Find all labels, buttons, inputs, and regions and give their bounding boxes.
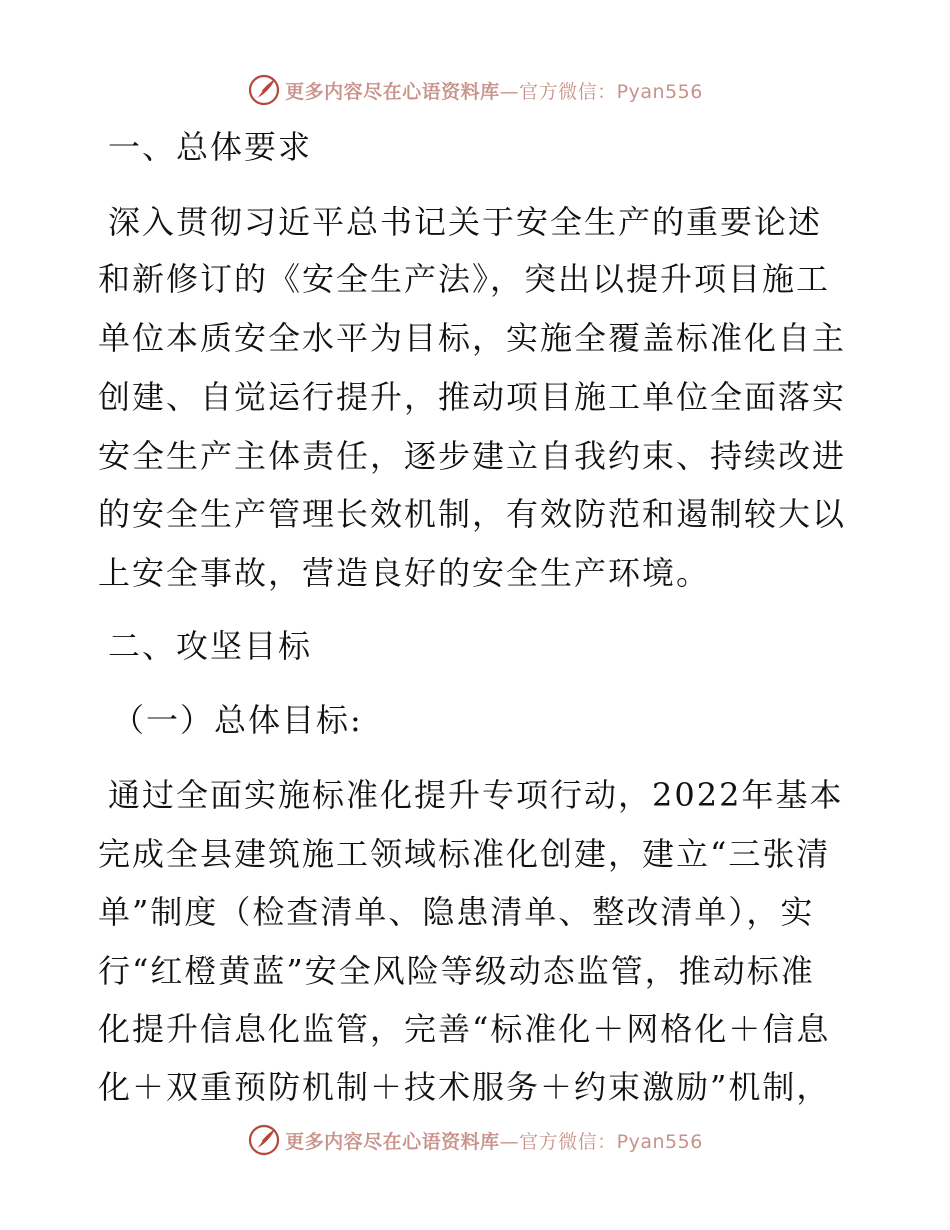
paragraph-2-line: 化提升信息化监管，完善“标准化＋网格化＋信息 xyxy=(98,1010,831,1048)
watermark-wechat-text: 官方微信：Pyan556 xyxy=(519,1130,703,1153)
watermark-site-text: 更多内容尽在心语资料库 xyxy=(285,1130,500,1153)
paragraph-2-line: 完成全县建筑施工领域标准化创建，建立“三张清 xyxy=(98,835,831,873)
paragraph-2-line: 单”制度（检查清单、隐患清单、整改清单），实 xyxy=(98,893,815,931)
paragraph-2-line: 通过全面实施标准化提升专项行动，2022年基本 xyxy=(108,776,844,814)
paragraph-2-line: 行“红橙黄蓝”安全风险等级动态监管，推动标准 xyxy=(98,952,815,990)
watermark-text xyxy=(285,1127,703,1154)
paragraph-1-line: 和新修订的《安全生产法》，突出以提升项目施工 xyxy=(98,260,831,298)
feather-pen-circle-icon xyxy=(247,1123,281,1157)
paragraph-1-line: 单位本质安全水平为目标，实施全覆盖标准化自主 xyxy=(98,319,847,357)
paragraph-1-line: 安全生产主体责任，逐步建立自我约束、持续改进 xyxy=(98,437,847,475)
watermark-banner-bottom xyxy=(0,1120,950,1160)
watermark-banner-top xyxy=(0,70,950,110)
section-heading-2: 二、攻坚目标 xyxy=(108,627,313,665)
paragraph-1-line: 创建、自觉运行提升，推动项目施工单位全面落实 xyxy=(98,378,847,416)
watermark-wechat-text: 官方微信：Pyan556 xyxy=(519,80,703,103)
feather-pen-circle-icon xyxy=(247,73,281,107)
watermark-dash: — xyxy=(499,80,520,103)
watermark-dash: — xyxy=(499,1130,520,1153)
watermark-site-text: 更多内容尽在心语资料库 xyxy=(285,80,500,103)
section-heading-1: 一、总体要求 xyxy=(108,128,313,166)
paragraph-2-line: 化＋双重预防机制＋技术服务＋约束激励”机制， xyxy=(98,1068,831,1106)
watermark-text xyxy=(285,77,703,104)
subsection-heading: （一）总体目标: xyxy=(112,701,363,739)
paragraph-1-line: 上安全事故，营造良好的安全生产环境。 xyxy=(98,554,711,592)
paragraph-1-line: 的安全生产管理长效机制，有效防范和遏制较大以 xyxy=(98,495,847,533)
paragraph-1-line: 深入贯彻习近平总书记关于安全生产的重要论述 xyxy=(108,203,823,241)
